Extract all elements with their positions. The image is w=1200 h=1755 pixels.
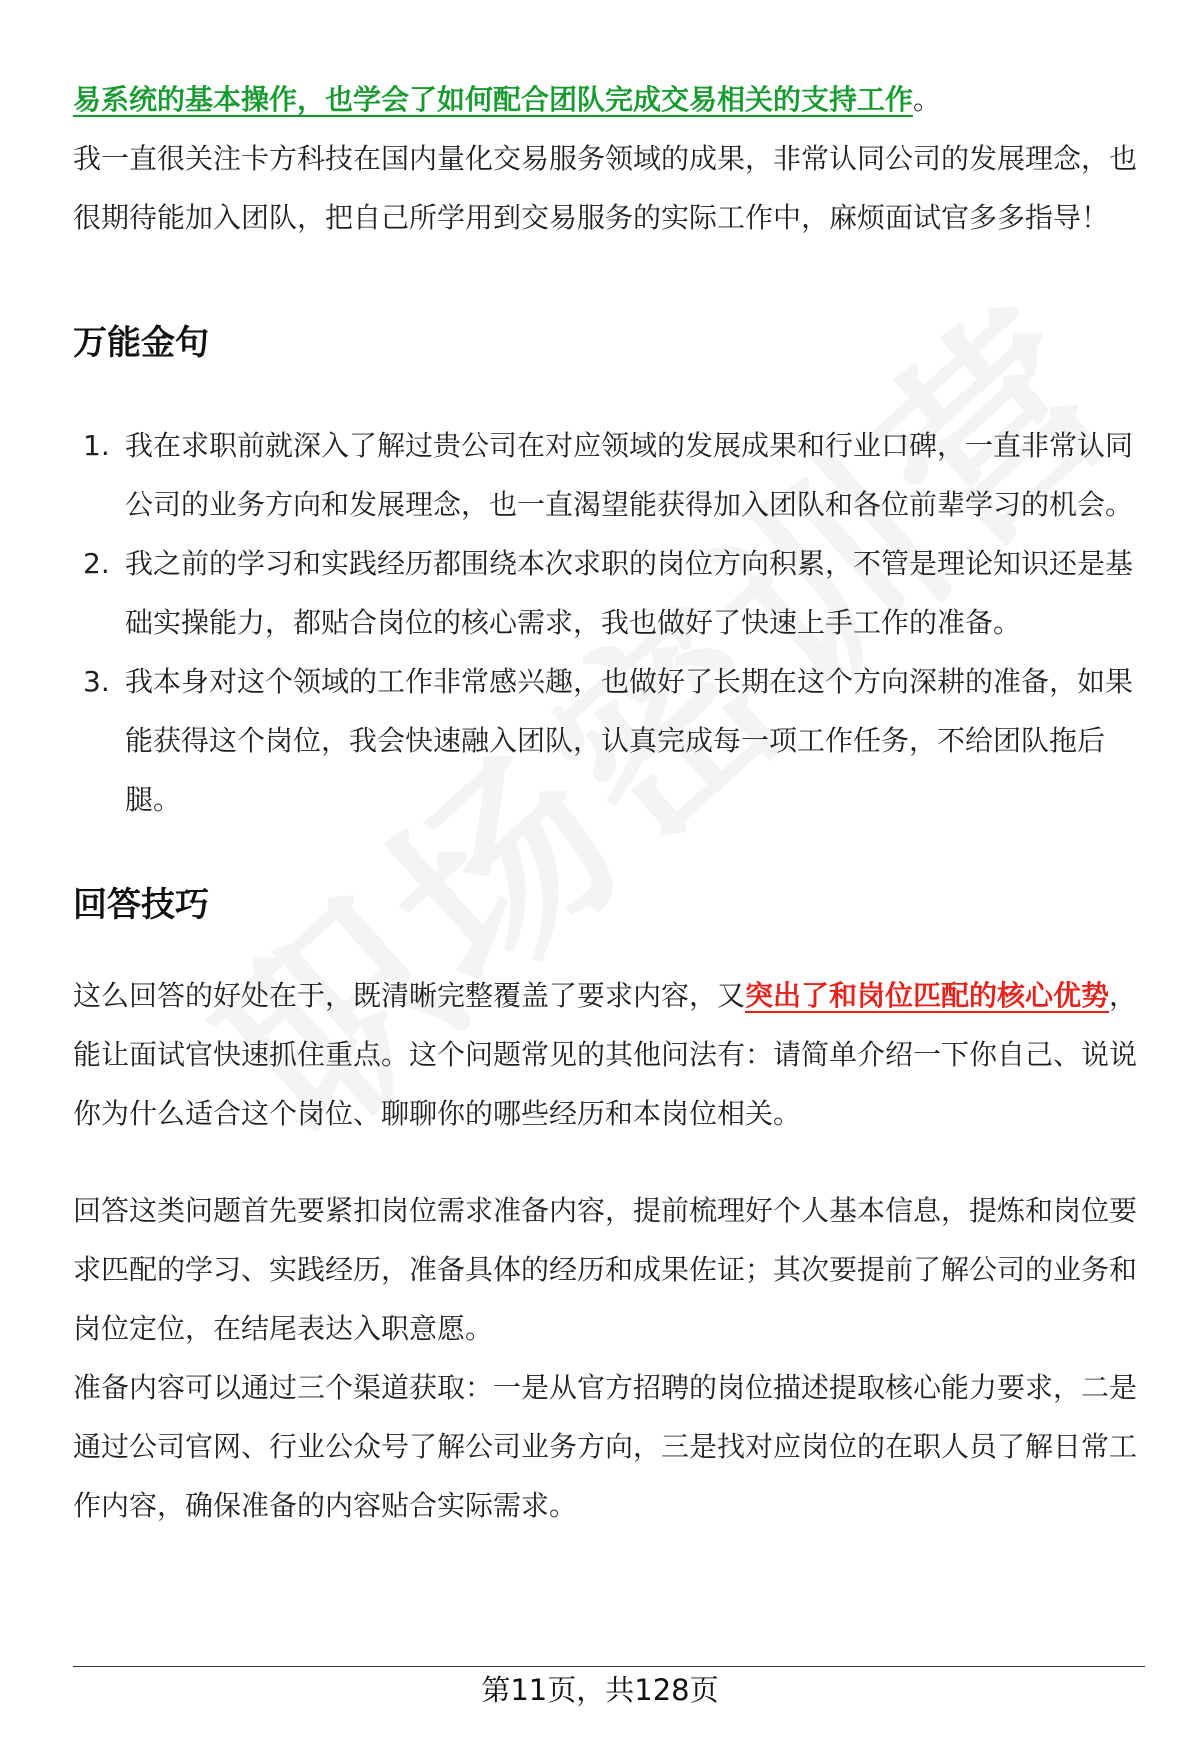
list-item bbox=[73, 416, 1145, 534]
list-item-text: 我在求职前就深入了解过贵公司在对应领域的发展成果和行业口碑，一直非常认同公司的业务方向和发展理念，也一直渴望能获得加入团队和各位前辈学习的机会。 bbox=[125, 429, 1134, 521]
list-item bbox=[73, 534, 1145, 652]
tips-p1-before: 这么回答的好处在于，既清晰完整覆盖了要求内容，又 bbox=[73, 979, 746, 1012]
phrases-list bbox=[73, 416, 1145, 829]
intro-green-text: 易系统的基本操作，也学会了如何配合团队完成交易相关的支持工作 bbox=[73, 83, 914, 116]
tips-paragraph-2: 回答这类问题首先要紧扣岗位需求准备内容，提前梳理好个人基本信息，提炼和岗位要求匹配的学习、实践经历，准备具体的经历和成果佐证；其次要提前了解公司的业务和岗位定位，在结尾表达入职意愿。 bbox=[73, 1194, 1138, 1345]
list-item-number: 2. bbox=[83, 547, 110, 580]
footer-divider bbox=[73, 1666, 1145, 1667]
list-item-text: 我本身对这个领域的工作非常感兴趣，也做好了长期在这个方向深耕的准备，如果能获得这个岗位，我会快速融入团队，认真完成每一项工作任务，不给团队拖后腿。 bbox=[125, 665, 1134, 816]
list-item-number: 3. bbox=[83, 665, 110, 698]
section-title-phrases: 万能金句 bbox=[73, 323, 209, 363]
page-number: 第11页，共128页 bbox=[481, 1673, 719, 1707]
list-item-number: 1. bbox=[83, 429, 110, 462]
list-item bbox=[73, 652, 1145, 829]
intro-highlight-line bbox=[73, 70, 1145, 129]
tips-paragraph-1 bbox=[73, 966, 1145, 1143]
tips-paragraph-3: 准备内容可以通过三个渠道获取：一是从官方招聘的岗位描述提取核心能力要求，二是通过公司官网、行业公众号了解公司业务方向，三是找对应岗位的在职人员了解日常工作内容，确保准备的内容贴合实际需求。 bbox=[73, 1371, 1138, 1522]
list-item-text: 我之前的学习和实践经历都围绕本次求职的岗位方向积累，不管是理论知识还是基础实操能力，都贴合岗位的核心需求，我也做好了快速上手工作的准备。 bbox=[125, 547, 1134, 639]
intro-green-tail: 。 bbox=[913, 83, 942, 116]
tips-p1-after: ，能让面试官快速抓住重点。这个问题常见的其他问法有：请简单介绍一下你自己、说说你为什么适合这个岗位、聊聊你的哪些经历和本岗位相关。 bbox=[73, 979, 1138, 1130]
section-title-tips: 回答技巧 bbox=[73, 885, 209, 925]
intro-paragraph: 我一直很关注卡方科技在国内量化交易服务领域的成果，非常认同公司的发展理念，也很期待能加入团队，把自己所学用到交易服务的实际工作中，麻烦面试官多多指导！ bbox=[73, 142, 1138, 234]
document-body bbox=[73, 70, 1145, 1535]
tips-p1-highlight: 突出了和岗位匹配的核心优势 bbox=[745, 979, 1110, 1012]
